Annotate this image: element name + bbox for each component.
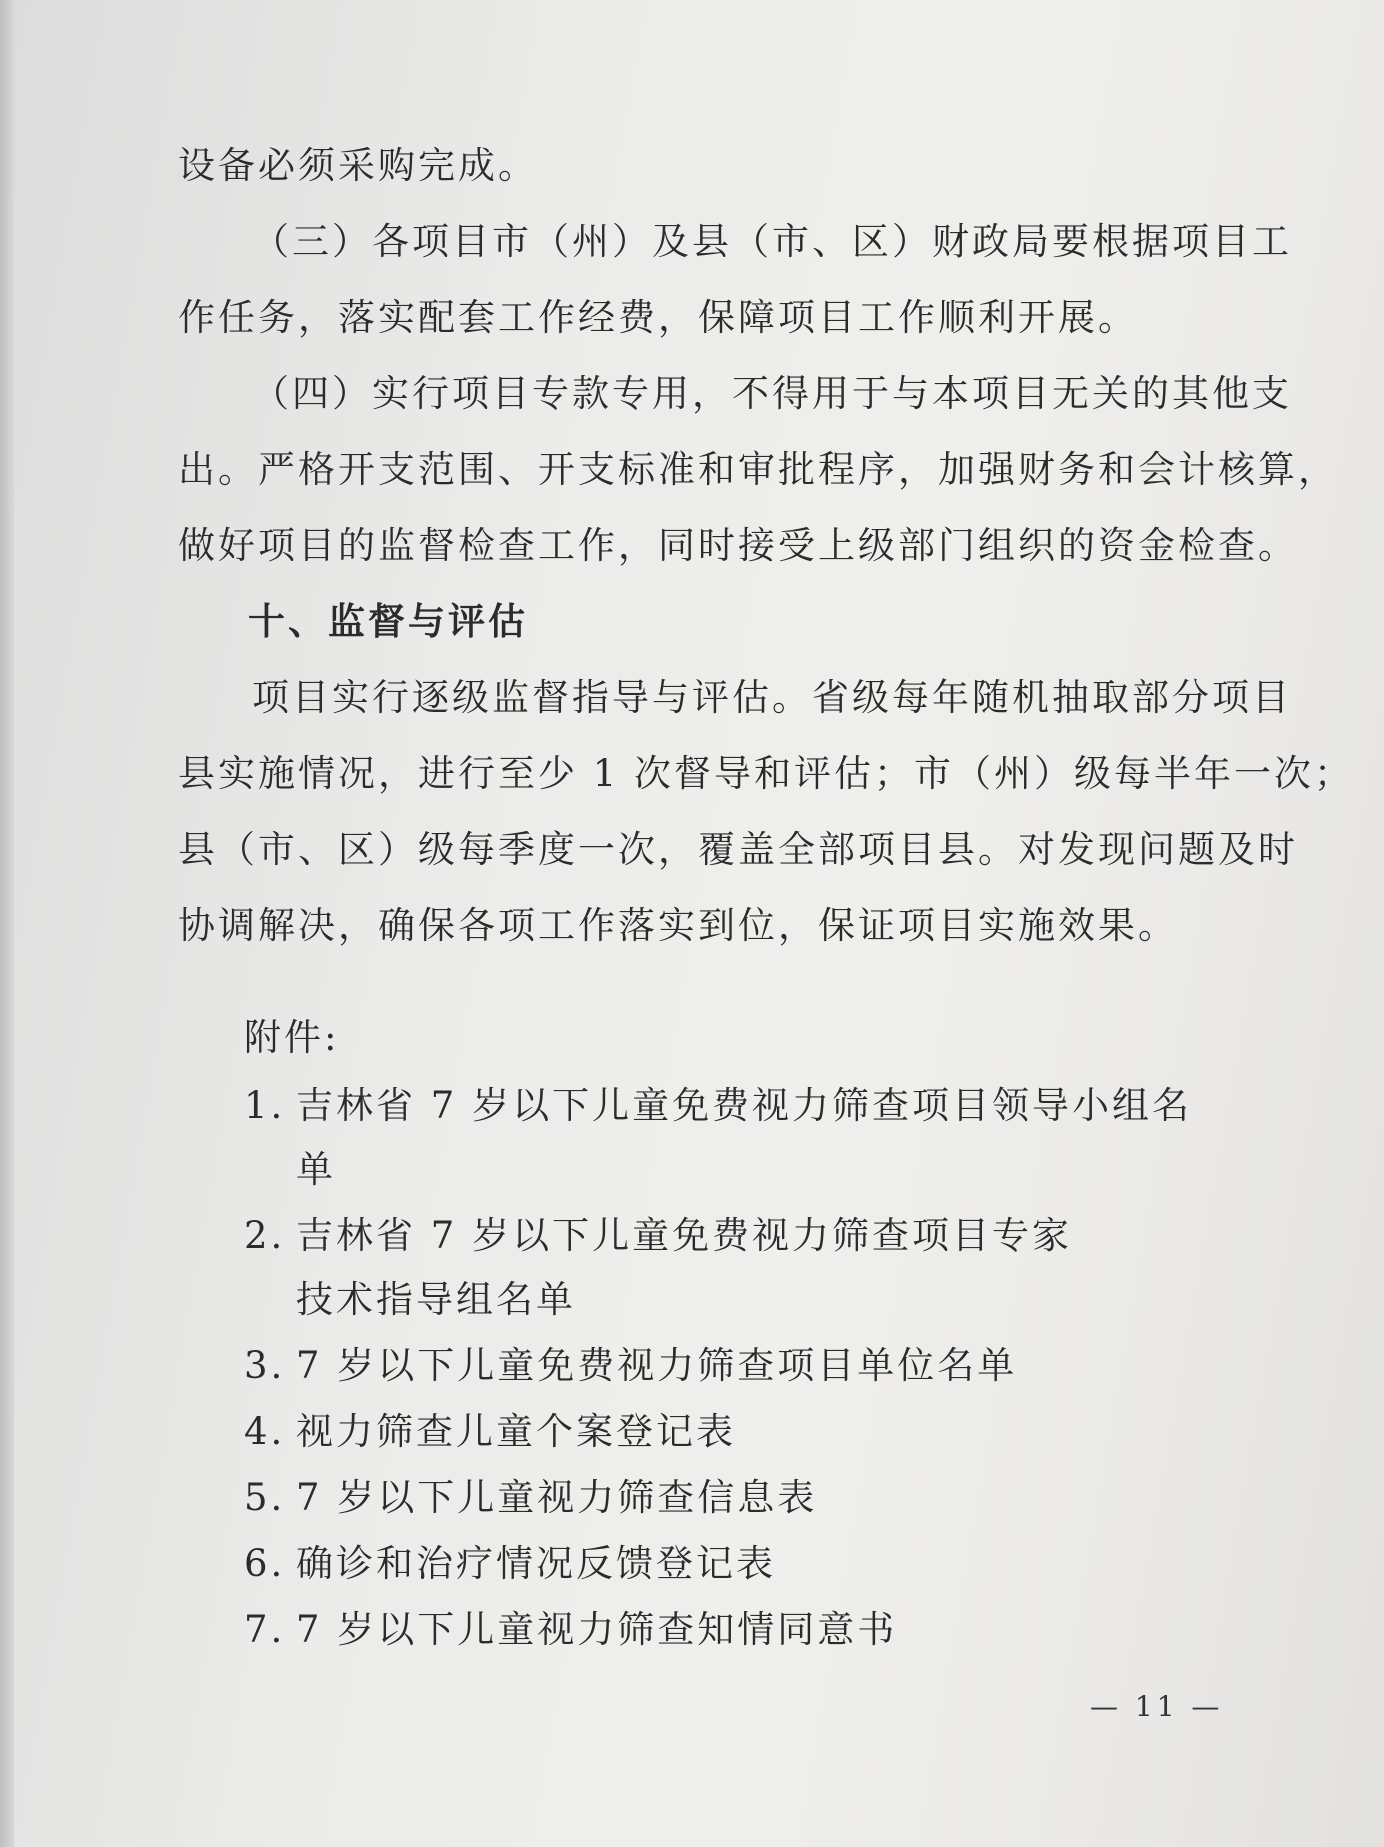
attachment-item: [244, 1074, 1244, 1202]
attachment-number: 4.: [244, 1410, 286, 1453]
paragraph-4-line-3: 县（市、区）级每季度一次，覆盖全部项目县。对发现问题及时: [178, 828, 1298, 871]
paragraph-2-line-1: （三）各项目市（州）及县（市、区）财政局要根据项目工: [252, 220, 1292, 263]
document-body: [178, 128, 1355, 964]
attachment-item: [244, 1598, 1244, 1662]
attachment-item: [244, 1466, 1244, 1530]
attachment-item: [244, 1334, 1244, 1398]
paragraph-3-line-3: 做好项目的监督检查工作，同时接受上级部门组织的资金检查。: [178, 524, 1298, 567]
attachments-section: [244, 1002, 1244, 1664]
attachment-title: 7 岁以下儿童视力筛查知情同意书: [296, 1608, 898, 1651]
attachment-number: 3.: [244, 1344, 286, 1387]
page-edge-shadow: [0, 0, 14, 1847]
paragraph-4-line-2: 县实施情况，进行至少 1 次督导和评估；市（州）级每半年一次；: [178, 752, 1355, 795]
attachment-title: 7 岁以下儿童视力筛查信息表: [296, 1476, 818, 1519]
attachment-number: 5.: [244, 1476, 286, 1519]
paragraph-4-line-1: 项目实行逐级监督指导与评估。省级每年随机抽取部分项目: [252, 676, 1292, 719]
attachment-item: [244, 1400, 1244, 1464]
attachment-item: [244, 1204, 1244, 1332]
attachments-label: 附件:: [244, 1016, 340, 1059]
attachment-number: 1.: [244, 1084, 286, 1127]
paragraph-4-line-4: 协调解决，确保各项工作落实到位，保证项目实施效果。: [178, 904, 1178, 947]
attachment-number: 6.: [244, 1542, 286, 1585]
attachment-title: 确诊和治疗情况反馈登记表: [296, 1542, 776, 1585]
paragraph-2-line-2: 作任务，落实配套工作经费，保障项目工作顺利开展。: [178, 296, 1138, 339]
attachment-title: 视力筛查儿童个案登记表: [296, 1410, 736, 1453]
section-heading: 十、监督与评估: [248, 600, 528, 643]
attachment-title: 吉林省 7 岁以下儿童免费视力筛查项目领导小组名单: [296, 1084, 1193, 1191]
attachment-number: 7.: [244, 1608, 286, 1651]
attachment-title: 吉林省 7 岁以下儿童免费视力筛查项目专家技术指导组名单: [296, 1214, 1073, 1321]
paragraph-3-line-1: （四）实行项目专款专用，不得用于与本项目无关的其他支: [252, 372, 1292, 415]
page-number: — 11 —: [1090, 1690, 1224, 1723]
attachment-title: 7 岁以下儿童免费视力筛查项目单位名单: [296, 1344, 1018, 1387]
paragraph-1: 设备必须采购完成。: [178, 144, 538, 187]
attachment-number: 2.: [244, 1214, 286, 1257]
attachment-item: [244, 1532, 1244, 1596]
paragraph-3-line-2: 出。严格开支范围、开支标准和审批程序，加强财务和会计核算，: [178, 448, 1338, 491]
